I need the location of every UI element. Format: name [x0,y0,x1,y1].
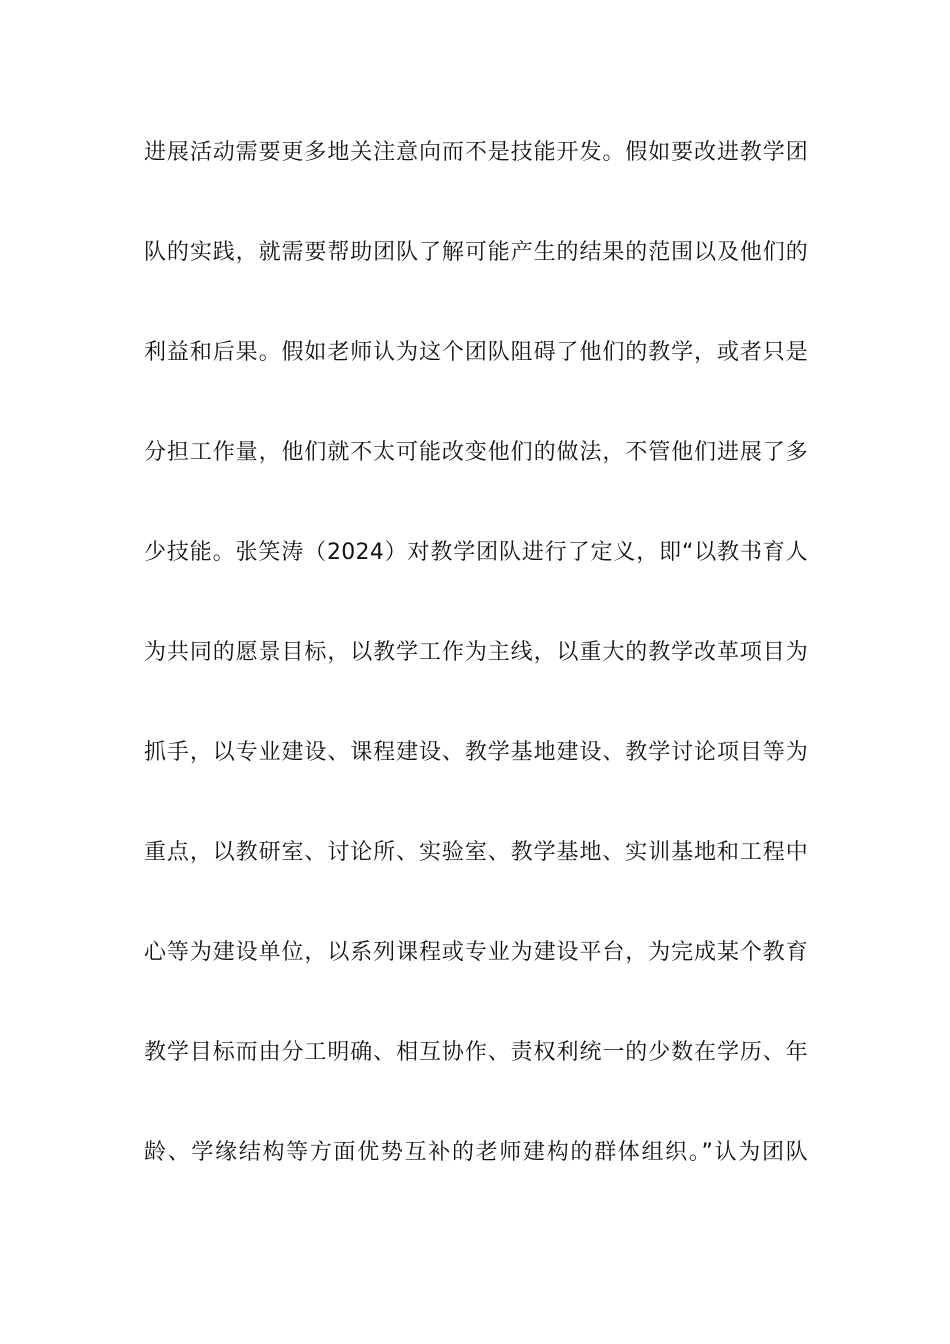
text-line: 队的实践，就需要帮助团队了解可能产生的结果的范围以及他们的 [144,240,808,265]
text-line: 进展活动需要更多地关注意向而不是技能开发。假如要改进教学团 [144,140,808,165]
text-line: 重点，以教研室、讨论所、实验室、教学基地、实训基地和工程中 [144,840,808,865]
text-line: 为共同的愿景目标，以教学工作为主线，以重大的教学改革项目为 [144,640,808,665]
body-text [144,128,808,1228]
text-line: 分担工作量，他们就不太可能改变他们的做法，不管他们进展了多 [144,440,808,465]
text-line: 教学目标而由分工明确、相互协作、责权利统一的少数在学历、年 [144,1040,808,1065]
text-line: 龄、学缘结构等方面优势互补的老师建构的群体组织。”认为团队 [144,1140,808,1165]
text-line: 利益和后果。假如老师认为这个团队阻碍了他们的教学，或者只是 [144,340,808,365]
text-line: 心等为建设单位，以系列课程或专业为建设平台，为完成某个教育 [144,940,808,965]
text-line: 抓手，以专业建设、课程建设、教学基地建设、教学讨论项目等为 [144,740,808,765]
text-line: 少技能。张笑涛（2024）对教学团队进行了定义，即“以教书育人 [144,540,808,565]
